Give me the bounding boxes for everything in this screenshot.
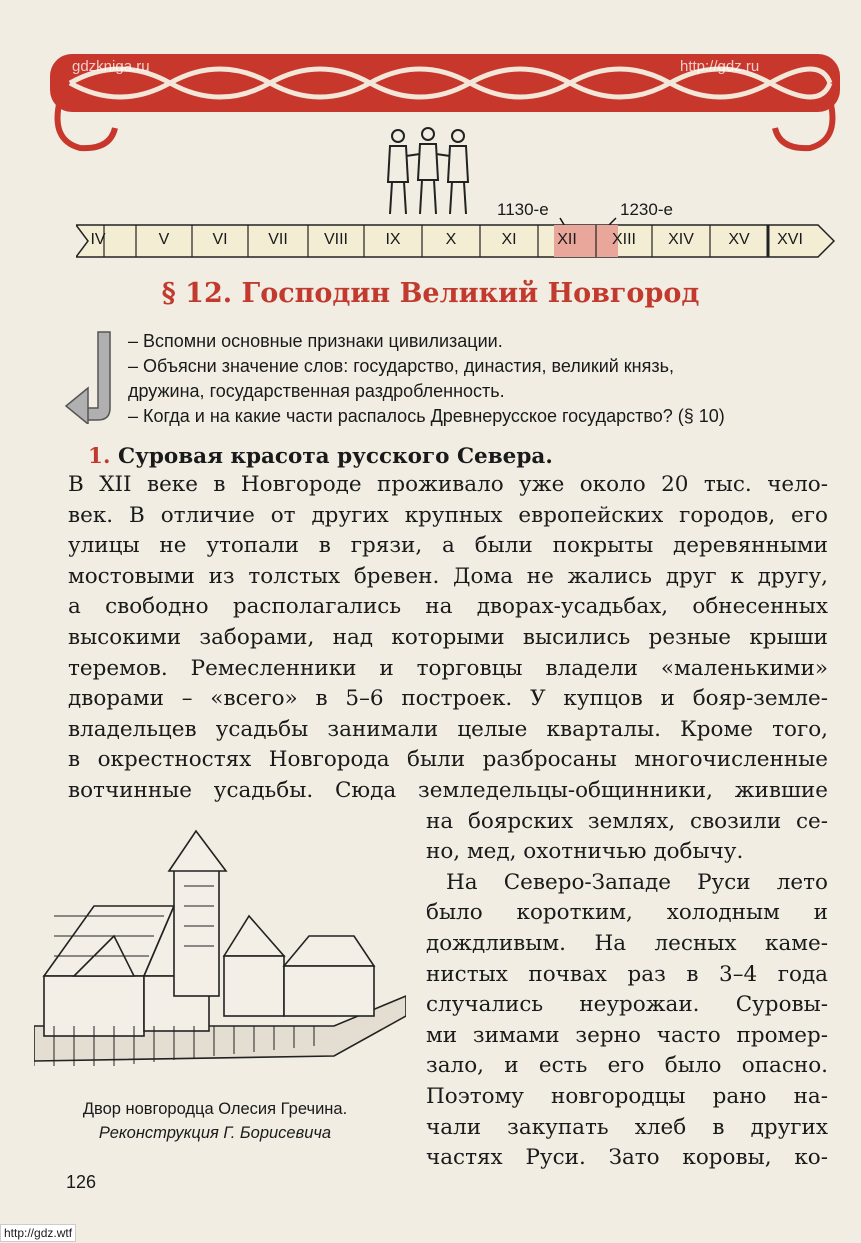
section-heading (88, 444, 553, 469)
page-title: § 12. Господин Великий Новгород (161, 278, 700, 309)
body-line: на боярских землях, свозили се- (426, 808, 828, 834)
timeline-label-1130: 1130-е (497, 200, 549, 219)
body-line: мостовыми из толстых бревен. Дома не жались друг к другу, (68, 563, 828, 589)
figure-caption-credit: Реконструкция Г. Борисевича (98, 1124, 332, 1142)
people-illustration (378, 122, 478, 222)
body-line: владельцев усадьбы занимали целые кварталы. Кроме того, (68, 716, 828, 742)
question-2: – Объясни значение слов: государство, династия, великий князь, (128, 356, 674, 376)
century-12: XII (557, 231, 577, 248)
body-line: теремов. Ремесленники и торговцы владели «маленькими» (68, 655, 828, 681)
body-line: вотчинные усадьбы. Сюда земледельцы-общинники, жившие (68, 778, 828, 803)
body-line: высокими заборами, над которыми высились резные крыши (68, 625, 828, 650)
body-line: частях Руси. Зато коровы, ко- (426, 1145, 828, 1171)
century-9: IX (385, 231, 401, 248)
watermark-right: http://gdz.ru (680, 58, 760, 75)
century-8: VIII (323, 231, 348, 248)
question-2-cont: дружина, государственная раздробленность. (128, 381, 505, 401)
return-arrow-icon (62, 328, 114, 424)
body-line: Поэтому новгородцы рано на- (426, 1084, 828, 1109)
body-line: зало, и есть его было опасно. (426, 1053, 828, 1079)
century-11: XI (501, 231, 517, 248)
century-14: XIV (668, 231, 694, 248)
body-line: в окрестностях Новгорода были разбросаны многочисленные (68, 747, 828, 773)
body-line: чали закупать хлеб в других (426, 1114, 828, 1140)
century-4: IV (90, 231, 106, 248)
timeline-label-1230: 1230-е (620, 200, 673, 219)
body-line: век. В отличие от других крупных европейских городов, его (68, 502, 828, 528)
page-number: 126 (66, 1172, 97, 1192)
body-line: дворами – «всего» в 5–6 построек. У купцов и бояр-земле- (68, 686, 828, 712)
footer-link[interactable]: http://gdz.wtf (0, 1224, 76, 1242)
figure-caption: Двор новгородца Олесия Гречина. (82, 1100, 348, 1118)
century-6: VI (212, 231, 228, 248)
century-5: V (158, 231, 170, 248)
section-heading-text: Суровая красота русского Севера. (117, 444, 553, 469)
section-number: 1. (88, 444, 111, 469)
century-15: XV (728, 231, 750, 248)
body-line: случались неурожаи. Суровы- (426, 992, 828, 1018)
body-line: а свободно располагались на дворах-усадьбах, обнесенных (68, 594, 828, 620)
body-line: На Северо-Западе Руси лето (446, 869, 828, 895)
body-line: ми зимами зерно часто промер- (426, 1022, 828, 1048)
century-16: XVI (777, 231, 803, 248)
body-line: нистых почвах раз в 3–4 года (426, 961, 828, 987)
body-line: но, мед, охотничью добычу. (426, 839, 744, 865)
watermark-left: gdzkniga.ru (72, 58, 150, 75)
timeline (76, 224, 836, 258)
question-3: – Когда и на какие части распалось Древнерусское государство? (§ 10) (128, 406, 725, 426)
homestead-illustration (34, 826, 406, 1094)
century-7: VII (268, 231, 288, 248)
century-10: X (445, 231, 457, 248)
body-line: было коротким, холодным и (426, 900, 828, 926)
question-1: – Вспомни основные признаки цивилизации. (128, 331, 503, 351)
century-13: XIII (611, 231, 636, 248)
body-line: дождливым. На лесных каме- (426, 931, 828, 956)
body-line: В XII веке в Новгороде проживало уже около 20 тыс. чело- (68, 472, 828, 497)
body-line: улицы не утопали в грязи, а были покрыты деревянными (68, 533, 828, 559)
